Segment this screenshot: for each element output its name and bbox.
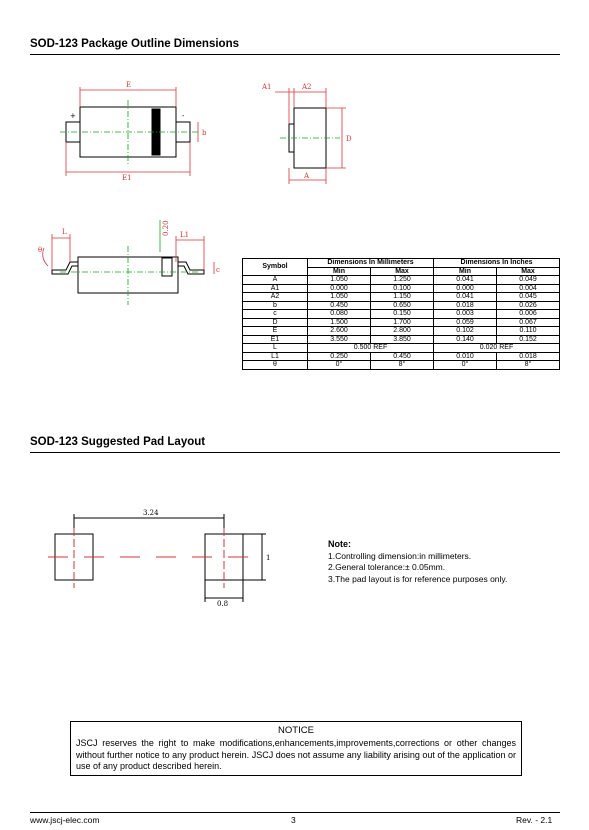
label-minus: - (182, 112, 185, 120)
table-cell: 1.250 (371, 276, 434, 285)
label-c: c (216, 266, 220, 274)
table-row (243, 344, 560, 353)
table-cell: 0.150 (371, 310, 434, 319)
table-cell: 0.102 (434, 327, 497, 336)
section-rule (30, 452, 560, 453)
table-cell: 8° (371, 361, 434, 370)
table-cell: A2 (243, 293, 308, 302)
table-row (243, 335, 560, 344)
table-cell: 0.000 (434, 284, 497, 293)
table-cell: 0.080 (308, 310, 371, 319)
table-cell: 0.020 REF (434, 344, 560, 353)
label-gauge: 0.20 (162, 220, 170, 236)
pad-w-label: 0.8 (217, 600, 229, 608)
label-L: L (62, 228, 67, 236)
table-cell: 0.045 (497, 293, 560, 302)
table-cell: 0.650 (371, 301, 434, 310)
table-row (243, 352, 560, 361)
table-cell: 1.150 (371, 293, 434, 302)
notice-title: NOTICE (278, 725, 314, 736)
table-cell: 8° (497, 361, 560, 370)
note-heading: Note: (328, 539, 351, 549)
table-cell: 0° (434, 361, 497, 370)
table-row (243, 318, 560, 327)
end-view-dims (275, 88, 346, 184)
table-cell: 0.450 (308, 301, 371, 310)
table-cell: 1.700 (371, 318, 434, 327)
table-header-row (243, 259, 560, 268)
label-A2: A2 (302, 83, 312, 91)
table-cell: 0.041 (434, 293, 497, 302)
table-cell: 0.049 (497, 276, 560, 285)
pad-h-label: 1 (266, 554, 271, 562)
table-cell: 2.600 (308, 327, 371, 336)
table-row (243, 327, 560, 336)
section-title-pad: SOD-123 Suggested Pad Layout (30, 436, 206, 448)
table-cell: A1 (243, 284, 308, 293)
label-L1: L1 (180, 231, 190, 239)
label-A: A (304, 172, 310, 180)
table-cell: L1 (243, 352, 308, 361)
note-line: 2.General tolerance:± 0.05mm. (328, 562, 446, 572)
footer-url[interactable]: www.jscj-elec.com (30, 815, 100, 825)
table-cell: L (243, 344, 308, 353)
page-number: 3 (291, 815, 296, 825)
pad-width-label: 3.24 (143, 509, 159, 517)
notice-body: JSCJ reserves the right to make modifications,enhancements,improvements,corrections or other changes without further notice to any product herein. JSCJ does not assume any liability arising out of the application or use of any product described herein. (76, 738, 516, 771)
table-cell: 0.004 (497, 284, 560, 293)
table-cell: c (243, 310, 308, 319)
table-row (243, 284, 560, 293)
note-line: 1.Controlling dimension:in millimeters. (328, 550, 472, 561)
table-cell: D (243, 318, 308, 327)
table-row (243, 276, 560, 285)
note-block (328, 539, 507, 585)
top-view-dims (66, 87, 198, 176)
table-cell: 0.250 (308, 352, 371, 361)
header-symbol: Symbol (243, 259, 308, 276)
table-cell: 0.067 (497, 318, 560, 327)
table-row (243, 361, 560, 370)
table-cell: 0.110 (497, 327, 560, 336)
label-E: E (126, 81, 132, 89)
table-cell: 0.000 (308, 284, 371, 293)
table-cell: 0.018 (497, 352, 560, 361)
table-cell: 1.500 (308, 318, 371, 327)
revision: Rev. - 2.1 (516, 815, 553, 825)
table-cell: 0.100 (371, 284, 434, 293)
pad-layout-drawing (0, 500, 300, 610)
table-cell: b (243, 301, 308, 310)
header-mm: Dimensions In Millimeters (308, 259, 434, 268)
table-row (243, 293, 560, 302)
section-title-outline: SOD-123 Package Outline Dimensions (30, 38, 239, 50)
table-cell: 0.450 (371, 352, 434, 361)
table-cell: 0.500 REF (308, 344, 434, 353)
table-cell: θ (243, 361, 308, 370)
table-cell: 0° (308, 361, 371, 370)
label-E1: E1 (122, 174, 132, 182)
table-cell: 0.006 (497, 310, 560, 319)
table-cell: 3.850 (371, 335, 434, 344)
label-plus: + (70, 112, 76, 120)
table-cell: 0.152 (497, 335, 560, 344)
table-cell: 3.550 (308, 335, 371, 344)
table-cell: 2.800 (371, 327, 434, 336)
label-theta: θ (38, 246, 43, 254)
table-cell: 0.140 (434, 335, 497, 344)
table-cell: 0.018 (434, 301, 497, 310)
table-row (243, 301, 560, 310)
table-subheader-row: Min Max Min Max (243, 267, 560, 276)
dimensions-table (242, 258, 560, 370)
footer-rule (30, 812, 560, 813)
table-cell: 0.041 (434, 276, 497, 285)
label-b: b (202, 129, 207, 137)
label-D: D (346, 135, 352, 143)
header-in: Dimensions In Inches (434, 259, 560, 268)
label-A1: A1 (262, 83, 272, 91)
table-cell: E1 (243, 335, 308, 344)
table-cell: 0.003 (434, 310, 497, 319)
table-cell: 0.026 (497, 301, 560, 310)
table-cell: 1.050 (308, 293, 371, 302)
table-cell: 1.050 (308, 276, 371, 285)
notice-box (70, 721, 522, 776)
table-cell: E (243, 327, 308, 336)
table-row (243, 310, 560, 319)
table-cell: A (243, 276, 308, 285)
table-cell: 0.010 (434, 352, 497, 361)
note-line: 3.The pad layout is for reference purposes only. (328, 573, 508, 584)
table-cell: 0.059 (434, 318, 497, 327)
